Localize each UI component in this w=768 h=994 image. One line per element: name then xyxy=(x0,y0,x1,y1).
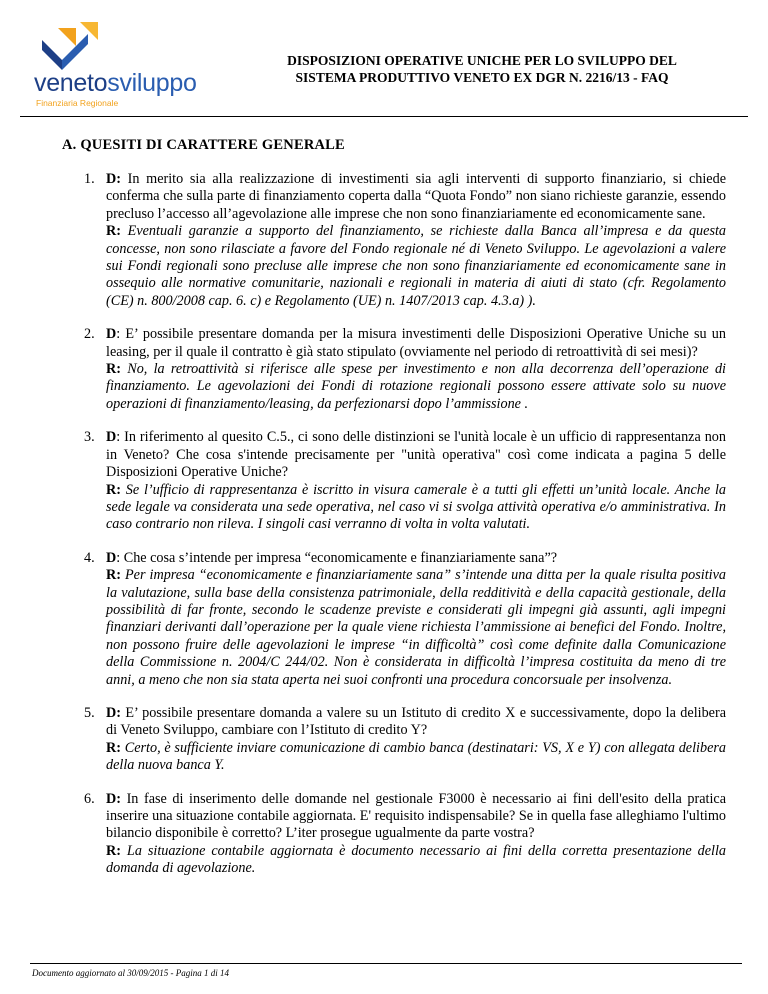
faq-item xyxy=(84,790,726,878)
faq-number: 3. xyxy=(84,429,95,446)
faq-question: D: In merito sia alla realizzazione di investimenti sia agli interventi di supporto finanziario, si chiede conferma che sulla parte di finanziamento coperta dalla “Quota Fondo” non siano richieste garanzie, essendo precluso l’accesso all’agevolazione alle imprese che non sono finanziariamente ed economicamente sane. xyxy=(106,171,726,222)
faq-answer: R: La situazione contabile aggiornata è documento necessario ai fini della corretta presentazione della domanda di agevolazione. xyxy=(106,842,726,877)
venetosviluppo-logo xyxy=(30,22,210,107)
page-footer: Documento aggiornato al 30/09/2015 - Pagina 1 di 14 xyxy=(32,968,229,978)
faq-item xyxy=(84,171,726,310)
section-heading: A. QUESITI DI CARATTERE GENERALE xyxy=(62,137,345,153)
faq-answer: R: Per impresa “economicamente e finanziariamente sana” s’intende una ditta per la quale risulta positiva la valutazione, sulla base della consistenza patrimoniale, della redditività e della capacità gestionale, della possibilità di far fronte, secondo le scadenze previste e considerati gli impegni già assunti, agli impegni finanziari derivanti dall’operazione per la quale viene richiesta l’ammissione ai benefici del Fondo. Inoltre, non possono fruire delle agevolazioni le imprese “in difficoltà” così come definite dalla Comunicazione della Commissione n. 2004/C 244/02. Non è considerata in difficoltà l’impresa costituita da meno di tre anni, a meno che non sia stata aperta nei suoi confronti una procedura concorsuale per insolvenza. xyxy=(106,567,726,688)
faq-question: D: In riferimento al quesito C.5., ci sono delle distinzioni se l'unità locale è un ufficio di rappresentanza non in Veneto? Che cosa s'intende precisamente per "unità operativa" così come indicata a pagina 5 delle Disposizioni Operative Uniche? xyxy=(106,429,726,481)
logo-wordmark: venetosviluppo xyxy=(34,69,197,97)
faq-number: 5. xyxy=(84,704,95,721)
faq-list xyxy=(84,171,726,894)
footer-divider xyxy=(30,963,742,964)
faq-number: 1. xyxy=(84,171,95,187)
logo-emblem-icon xyxy=(36,22,106,72)
faq-answer: R: No, la retroattività si riferisce alle spese per investimento e non alla decorrenza dell’operazione di finanziamento. Le agevolazioni dei Fondi di rotazione regionali possono essere attivate solo su nuove operazioni di finanziamento/leasing, da perfezionarsi dopo l’ammissione . xyxy=(106,361,726,412)
faq-question: D: Che cosa s’intende per impresa “economicamente e finanziariamente sana”? xyxy=(106,549,558,566)
faq-question: D: In fase di inserimento delle domande nel gestionale F3000 è necessario ai fini dell'esito della pratica inserire una situazione contabile aggiornata. E' requisito indispensabile? Se in quella fase alleghiamo l'ultimo bilancio disponibile è corretto? L’iter prosegue ugualmente da parte vostra? xyxy=(106,790,726,842)
faq-answer: R: Certo, è sufficiente inviare comunicazione di cambio banca (destinatari: VS, X e Y) con allegata delibera della nuova banca Y. xyxy=(106,739,726,774)
faq-number: 2. xyxy=(84,326,95,343)
logo-tagline: Finanziaria Regionale xyxy=(36,98,119,108)
faq-answer: R: Se l’ufficio di rappresentanza è iscritto in visura camerale è a tutti gli effetti un’unità locale. Anche la sede legale va considerata una sede operativa, nel caso vi si svolga attività operativa e/o amministrativa. In caso contrario non rileva. I singoli casi verranno di volta in volta valutati. xyxy=(106,481,726,533)
faq-answer: R: Eventuali garanzie a supporto del finanziamento, se richieste dalla Banca all’impresa e da questa concesse, non sono rilasciate a favore del Fondo regionale né di Veneto Sviluppo. Le agevolazioni a valere sui Fondi regionali sono precluse alle imprese che non sono finanziariamente ed economicamente sane in ossequio alle normative comunitarie, nazionali e regionali in materia di aiuti di stato (cfr. Regolamento (CE) n. 800/2008 cap. 6. c) e Regolamento (UE) n. 1407/2013 cap. 4.3.a) ). xyxy=(106,223,726,309)
faq-item xyxy=(84,704,726,775)
faq-item xyxy=(84,549,726,689)
faq-number: 4. xyxy=(84,549,95,566)
document-title-line1: DISPOSIZIONI OPERATIVE UNICHE PER LO SVILUPPO DEL xyxy=(287,53,677,68)
document-title-line2: SISTEMA PRODUTTIVO VENETO EX DGR N. 2216/13 - FAQ xyxy=(295,70,669,85)
faq-number: 6. xyxy=(84,790,95,807)
document-title xyxy=(232,52,732,86)
faq-item xyxy=(84,429,726,533)
faq-question: D: E’ possibile presentare domanda per la misura investimenti delle Disposizioni Operative Uniche su un leasing, per il quale il contratto è già stato stipulato (ovviamente nel periodo di retroattività di sei mesi)? xyxy=(106,326,726,360)
header-divider xyxy=(20,116,748,117)
faq-item xyxy=(84,326,726,413)
faq-question: D: E’ possibile presentare domanda a valere su un Istituto di credito X e successivamente, dopo la delibera di Veneto Sviluppo, cambiare con l’Istituto di credito Y? xyxy=(106,704,726,739)
